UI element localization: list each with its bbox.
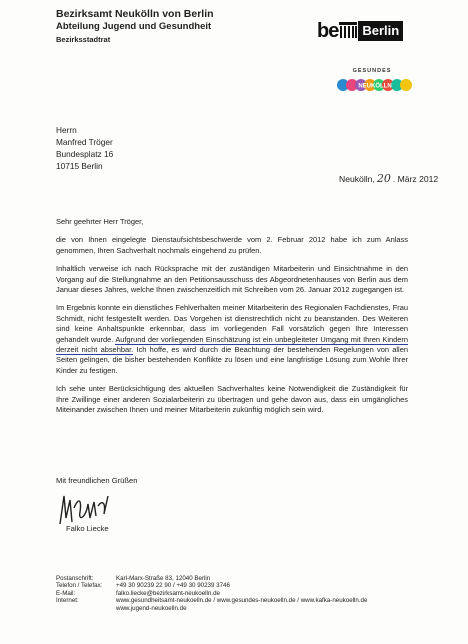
- footer-email-row: [56, 590, 367, 597]
- letter-body: [56, 217, 408, 424]
- signer-name: Falko Liecke: [66, 524, 109, 533]
- paragraph-2: Inhaltlich verweise ich nach Rücksprache mit der zuständigen Mitarbeiterin und Einsichtnahme in den Vorgang auf die Stellungnahme an den Petitionsausschuss des Abgeordnetenhauses von Berlin aus dem Januar dieses Jahres, welche Ihnen zwischenzeitlich mit Schreiben vom 26. Januar 2012 zugegangen ist.: [56, 264, 408, 295]
- letterhead: [56, 8, 214, 46]
- footer-phone-row: [56, 582, 367, 589]
- footer-phone-value: +49 30 90239 22 90 / +49 30 90239 3746: [116, 582, 230, 590]
- office-title: Bezirksstadtrat: [56, 35, 111, 44]
- footer-postal-value: Karl-Marx-Straße 83, 12040 Berlin: [116, 575, 211, 582]
- footer-postal-row: [56, 575, 367, 582]
- department: Abteilung Jugend und Gesundheit: [56, 21, 212, 32]
- footer-internet-value-2: www.jugend-neukoelln.de: [116, 604, 187, 612]
- closing: Mit freundlichen Grüßen: [56, 476, 138, 485]
- letter-date: [339, 172, 438, 185]
- recipient-city: 10715 Berlin: [56, 161, 103, 171]
- brandenburg-gate-icon: [339, 20, 357, 43]
- neukoelln-dots-icon: [337, 74, 417, 96]
- gesundes-logo-word: NEUKÖLLN: [358, 83, 392, 90]
- footer-postal-label: Postanschrift:: [56, 575, 94, 582]
- highlighted-sentence: Aufgrund der vorliegenden Einschätzung ist ein unbegleiteter Umgang mit Ihren Kindern derzeit nicht absehbar.: [56, 334, 409, 355]
- recipient-salutation: Herrn: [56, 125, 77, 135]
- berlin-logo: [317, 20, 403, 42]
- gesundes-logo-label: GESUNDES: [352, 68, 392, 74]
- footer-internet-row-2: [56, 605, 367, 612]
- recipient-name: Manfred Tröger: [56, 137, 113, 147]
- paragraph-3: [56, 303, 408, 376]
- date-day-handwritten: 20: [376, 172, 391, 185]
- recipient-address: [56, 124, 113, 172]
- gesundes-neukoelln-logo: [337, 68, 417, 96]
- recipient-street: Bundesplatz 16: [56, 149, 114, 159]
- footer-phone-label: Telefon / Telefax:: [56, 582, 103, 590]
- berlin-logo-be: be: [317, 20, 339, 42]
- footer-internet-value: www.gesundheitsamt-neukoelln.de / www.gesundes-neukoelln.de / www.kafka-neukoelln.de: [116, 597, 368, 605]
- paragraph-1: die von Ihnen eingelegte Dienstaufsichtsbeschwerde vom 2. Februar 2012 habe ich zum Anlass genommen, Ihren Sachverhalt nochmals eingehend zu prüfen.: [56, 235, 408, 255]
- footer: [56, 575, 367, 612]
- greeting: Sehr geehrter Herr Tröger,: [56, 217, 144, 226]
- berlin-logo-text: Berlin: [358, 21, 403, 41]
- footer-internet-label: Internet:: [56, 597, 79, 605]
- paragraph-4: Ich sehe unter Berücksichtigung des aktuellen Sachverhaltes keine Notwendigkeit die Zuständigkeit für Ihre Zwillinge einer anderen Sozialarbeiterin zu übertragen und gehe davon aus, dass ein umgängliches Miteinander zwischen Ihnen und meiner Mitarbeiterin zukünftig möglich sein wird.: [56, 384, 408, 415]
- org-name: Bezirksamt Neukölln von Berlin: [56, 8, 214, 20]
- footer-internet-row: [56, 597, 367, 604]
- paragraph-3-part-2: Ich hoffe, es wird durch die Beachtung der bestehenden Regelungen von allen Seiten gelingen, die bisher bestehenden Konflikte zu lösen und eine langfristige Lösung zum Wohle Ihrer Kinder zu festigen.: [56, 345, 408, 375]
- date-place: Neukölln,: [339, 174, 375, 184]
- footer-email-value: falko.liecke@bezirksamt-neukoelln.de: [116, 589, 220, 597]
- date-rest: . März 2012: [392, 174, 439, 184]
- paragraph-3-part-1: Im Ergebnis konnte ein dienstliches Fehlverhalten meiner Mitarbeiterin des Regionalen Fachdienstes, Frau Schmidt, nicht festgestellt werden. Das Vorgehen ist dienstrechtlich nicht zu beanstanden. Des Weiteren sind keine Anhaltspunkte erkennbar, dass im vorliegenden Fall vorsätzlich gegen Ihre Interessen gehandelt wurde.: [56, 303, 408, 344]
- footer-email-label: E-Mail:: [56, 589, 76, 597]
